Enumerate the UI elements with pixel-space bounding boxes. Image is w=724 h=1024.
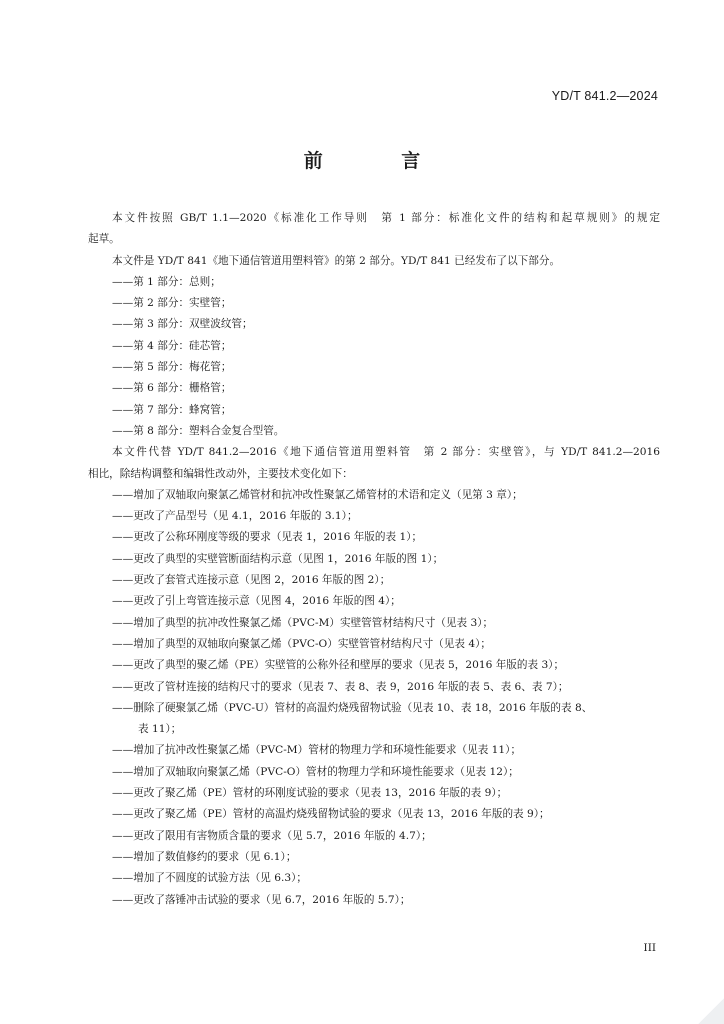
intro-paragraph-line: 本文件按照 GB/T 1.1—2020《标准化工作导则 第 1 部分：标准化文件的结构和起草规则》的规定 (112, 212, 660, 224)
change-list-item: ——更改了限用有害物质含量的要求（见 5.7，2016 年版的 4.7）； (112, 829, 432, 842)
intro-paragraph-line: 起草。 (88, 233, 120, 246)
replace-paragraph-line: 相比，除结构调整和编辑性改动外，主要技术变化如下： (88, 467, 353, 480)
change-list-item: ——更改了典型的聚乙烯（PE）实壁管的公称外径和壁厚的要求（见表 5，2016 年版的表 3）； (112, 659, 565, 672)
intro-paragraph: 本文件是 YD/T 841《地下通信管道用塑料管》的第 2 部分。YD/T 841 已经发布了以下部分。 (112, 254, 561, 267)
change-list-item: ——增加了不圆度的试验方法（见 6.3）； (112, 872, 308, 885)
replace-paragraph-line: 本文件代替 YD/T 841.2—2016《地下通信管道用塑料管 第 2 部分：实壁管》，与 YD/T 841.2—2016 (112, 446, 660, 459)
part-list-item: ——第 7 部分：蜂窝管； (112, 403, 232, 416)
change-list-item: ——更改了产品型号（见 4.1，2016 年版的 3.1）； (112, 510, 358, 523)
change-list-item: ——增加了典型的抗冲改性聚氯乙烯（PVC-M）实壁管管材结构尺寸（见表 3）； (112, 616, 494, 629)
page-number: III (643, 942, 656, 954)
part-list-item: ——第 1 部分：总则； (112, 275, 221, 288)
change-list-item: ——更改了公称环刚度等级的要求（见表 1，2016 年版的表 1）； (112, 531, 423, 544)
part-list-item: ——第 8 部分：塑料合金复合型管。 (112, 424, 285, 437)
change-list-item: ——更改了聚乙烯（PE）管材的环刚度试验的要求（见表 13，2016 年版的表 9）； (112, 787, 508, 800)
change-list-item: ——更改了典型的实壁管断面结构示意（见图 1，2016 年版的图 1）； (112, 552, 444, 565)
change-list-item: ——更改了聚乙烯（PE）管材的高温灼烧残留物试验的要求（见表 13，2016 年版的表 9）； (112, 808, 550, 821)
change-list-item: ——更改了引上弯管连接示意（见图 4，2016 年版的图 4）； (112, 595, 401, 608)
change-list-item: ——更改了套管式连接示意（见图 2，2016 年版的图 2）； (112, 574, 391, 587)
part-list-item: ——第 5 部分：梅花管； (112, 361, 232, 374)
document-body (88, 208, 660, 911)
change-list-item: ——删除了硬聚氯乙烯（PVC-U）管材的高温灼烧残留物试验（见表 10、表 18，2016 年版的表 8、 (112, 701, 593, 714)
document-number: YD/T 841.2—2024 (551, 89, 658, 103)
part-list-item: ——第 2 部分：实壁管； (112, 297, 232, 310)
change-list-item: ——增加了典型的双轴取向聚氯乙烯（PVC-O）实壁管管材结构尺寸（见表 4）； (112, 637, 491, 650)
part-list-item: ——第 4 部分：硅芯管； (112, 339, 232, 352)
change-list-item: ——增加了双轴取向聚氯乙烯管材和抗冲改性聚氯乙烯管材的术语和定义（见第 3 章）； (112, 488, 523, 501)
page-title: 前 言 (303, 150, 457, 172)
page-fold-corner (698, 998, 724, 1024)
change-list-item-continuation: 表 11）； (138, 723, 182, 736)
part-list-item: ——第 3 部分：双壁波纹管； (112, 318, 253, 331)
change-list-item: ——增加了数值修约的要求（见 6.1）； (112, 850, 297, 863)
change-list-item: ——更改了管材连接的结构尺寸的要求（见表 7、表 8、表 9，2016 年版的表 5、表 6、表 7）； (112, 680, 569, 693)
change-list-item: ——增加了抗冲改性聚氯乙烯（PVC-M）管材的物理力学和环境性能要求（见表 11）； (112, 744, 522, 757)
change-list-item: ——增加了双轴取向聚氯乙烯（PVC-O）管材的物理力学和环境性能要求（见表 12）； (112, 765, 519, 778)
change-list-item: ——更改了落锤冲击试验的要求（见 6.7，2016 年版的 5.7）； (112, 893, 411, 906)
part-list-item: ——第 6 部分：栅格管； (112, 382, 232, 395)
